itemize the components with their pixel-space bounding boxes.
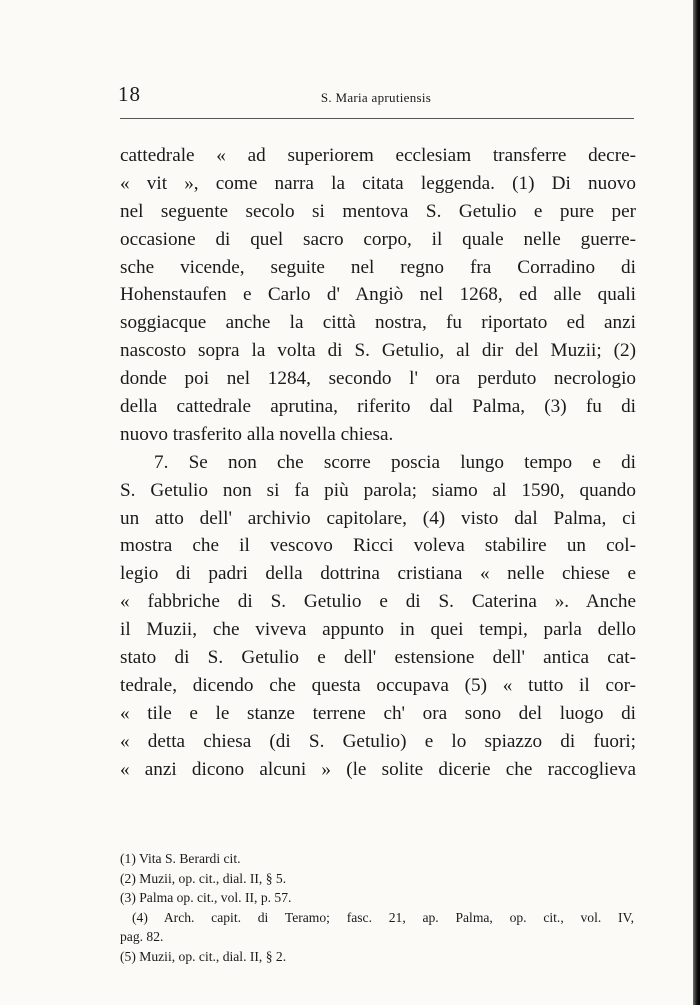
- text-line: il Muzii, che viveva appunto in quei tempi, parla dello: [120, 619, 636, 641]
- body-text: [120, 142, 636, 783]
- footnote-1: (1) Vita S. Berardi cit.: [120, 851, 241, 866]
- text-line: occasione di quel sacro corpo, il quale nelle guerre-: [120, 228, 636, 250]
- text-line: mostra che il vescovo Ricci voleva stabilire un col-: [120, 535, 636, 557]
- text-line: legio di padri della dottrina cristiana « nelle chiese e: [120, 563, 636, 585]
- text-line: « fabbriche di S. Getulio e di S. Caterina ». Anche: [120, 591, 636, 613]
- text-line: « detta chiesa (di S. Getulio) e lo spiazzo di fuori;: [120, 730, 636, 752]
- footnote-4: (4) Arch. capit. di Teramo; fasc. 21, ap. Palma, op. cit., vol. IV,: [132, 909, 634, 925]
- text-line: sche vicende, seguite nel regno fra Corradino di: [120, 256, 636, 278]
- text-line: stato di S. Getulio e dell' estensione dell' antica cat-: [120, 647, 636, 669]
- text-line: Hohenstaufen e Carlo d' Angiò nel 1268, ed alle quali: [120, 284, 636, 306]
- text-line: « tile e le stanze terrene ch' ora sono del luogo di: [120, 702, 636, 724]
- text-line: donde poi nel 1284, secondo l' ora perduto necrologio: [120, 368, 636, 390]
- text-line: tedrale, dicendo che questa occupava (5) « tutto il cor-: [120, 674, 636, 696]
- text-line: S. Getulio non si fa più parola; siamo al 1590, quando: [120, 479, 636, 501]
- text-line: nel seguente secolo si mentova S. Getulio e pure per: [120, 200, 636, 222]
- footnote-5: (5) Muzii, op. cit., dial. II, § 2.: [120, 948, 287, 964]
- header-rule: [120, 118, 634, 119]
- page-number: 18: [118, 82, 141, 106]
- text-line: un atto dell' archivio capitolare, (4) visto dal Palma, ci: [120, 507, 636, 529]
- footnote-2: (2) Muzii, op. cit., dial. II, § 5.: [120, 870, 287, 886]
- text-line: nascosto sopra la volta di S. Getulio, al dir del Muzii; (2): [120, 340, 636, 362]
- footnote-3: (3) Palma op. cit., vol. II, p. 57.: [120, 890, 292, 906]
- footnote-4-continuation: pag. 82.: [120, 929, 164, 945]
- text-line: « anzi dicono alcuni » (le solite dicerie che raccoglieva: [120, 758, 636, 780]
- text-line: soggiacque anche la città nostra, fu riportato ed anzi: [120, 312, 636, 334]
- footnotes: [120, 849, 634, 967]
- paragraph-start-line: 7. Se non che scorre poscia lungo tempo e di: [154, 451, 636, 473]
- text-line: cattedrale « ad superiorem ecclesiam transferre decre-: [120, 145, 636, 166]
- scan-page-edge: [693, 0, 700, 1005]
- paragraph-end-line: nuovo trasferito alla novella chiesa.: [120, 423, 394, 445]
- text-line: « vit », come narra la citata leggenda. (1) Di nuovo: [120, 172, 636, 194]
- running-title: S. Maria aprutiensis: [320, 90, 432, 105]
- text-line: della cattedrale aprutina, riferito dal Palma, (3) fu di: [120, 396, 636, 418]
- page-header: [118, 82, 634, 110]
